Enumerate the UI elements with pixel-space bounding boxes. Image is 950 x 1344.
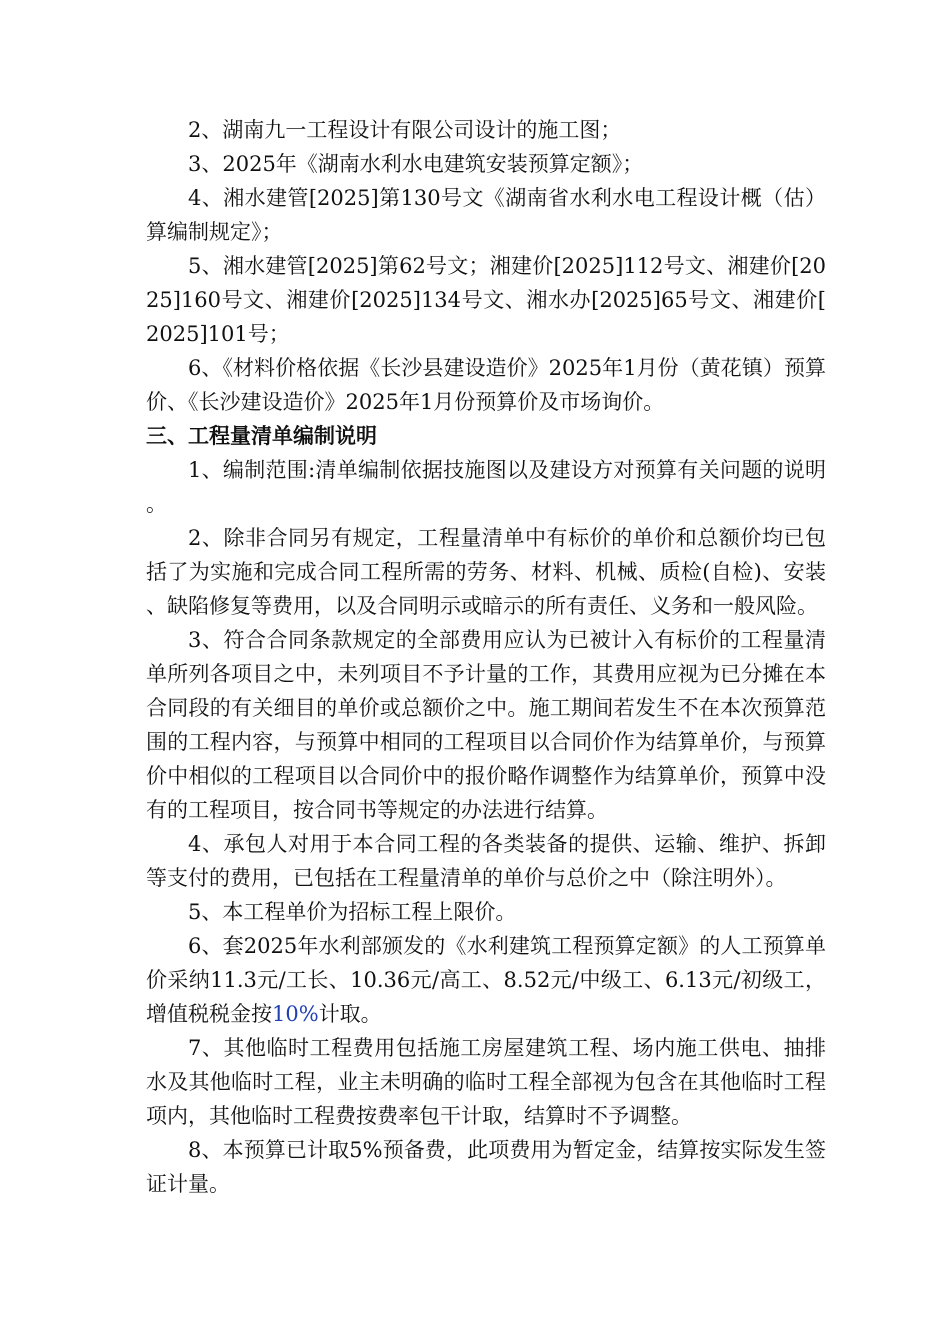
note-1: 1、编制范围:清单编制依据技施图以及建设方对预算有关问题的说明。 (146, 458, 826, 516)
basis-item-6: 6、《材料价格依据《长沙县建设造价》2025年1月份（黄花镇）预算价、《长沙建设造价》2025年1月份预算价及市场询价。 (146, 356, 826, 414)
basis-item-4: 4、湘水建管[2025]第130号文《湖南省水利水电工程设计概（估）算编制规定》； (146, 186, 826, 244)
note-5: 5、本工程单价为招标工程上限价。 (188, 900, 517, 924)
note-6-tail: 计取。 (318, 1002, 382, 1026)
section-heading: 三、工程量清单编制说明 (146, 424, 377, 448)
tax-rate-value: 10% (272, 1002, 319, 1026)
note-6-text: 6、套2025年水利部颁发的《水利建筑工程预算定额》的人工预算单价采纳11.3元/工长、10.36元/高工、8.52元/中级工、6.13元/初级工，增值税税金按 (146, 934, 826, 1026)
basis-item-5: 5、湘水建管[2025]第62号文；湘建价[2025]112号文、湘建价[2025]160号文、湘建价[2025]134号文、湘水办[2025]65号文、湘建价[2025]101号； (146, 254, 826, 346)
basis-item-3: 3、2025年《湖南水利水电建筑安装预算定额》； (188, 152, 644, 176)
document-page (146, 113, 826, 1201)
note-2: 2、除非合同另有规定，工程量清单中有标价的单价和总额价均已包括了为实施和完成合同工程所需的劳务、材料、机械、质检(自检)、安装、缺陷修复等费用，以及合同明示或暗示的所有责任、义务和一般风险。 (146, 526, 826, 618)
note-8: 8、本预算已计取5%预备费，此项费用为暂定金，结算按实际发生签证计量。 (146, 1138, 826, 1196)
note-7: 7、其他临时工程费用包括施工房屋建筑工程、场内施工供电、抽排水及其他临时工程，业主未明确的临时工程全部视为包含在其他临时工程项内，其他临时工程费按费率包干计取，结算时不予调整。 (146, 1036, 826, 1128)
note-4: 4、承包人对用于本合同工程的各类装备的提供、运输、维护、拆卸等支付的费用，已包括在工程量清单的单价与总价之中（除注明外）。 (146, 832, 826, 890)
basis-item-2: 2、湖南九一工程设计有限公司设计的施工图； (188, 118, 622, 142)
note-3: 3、符合合同条款规定的全部费用应认为已被计入有标价的工程量清单所列各项目之中，未列项目不予计量的工作，其费用应视为已分摊在本合同段的有关细目的单价或总额价之中。施工期间若发生不在本次预算范围的工程内容，与预算中相同的工程项目以合同价作为结算单价，与预算价中相似的工程项目以合同价中的报价略作调整作为结算单价，预算中没有的工程项目，按合同书等规定的办法进行结算。 (146, 628, 826, 822)
note-6 (146, 929, 826, 1031)
